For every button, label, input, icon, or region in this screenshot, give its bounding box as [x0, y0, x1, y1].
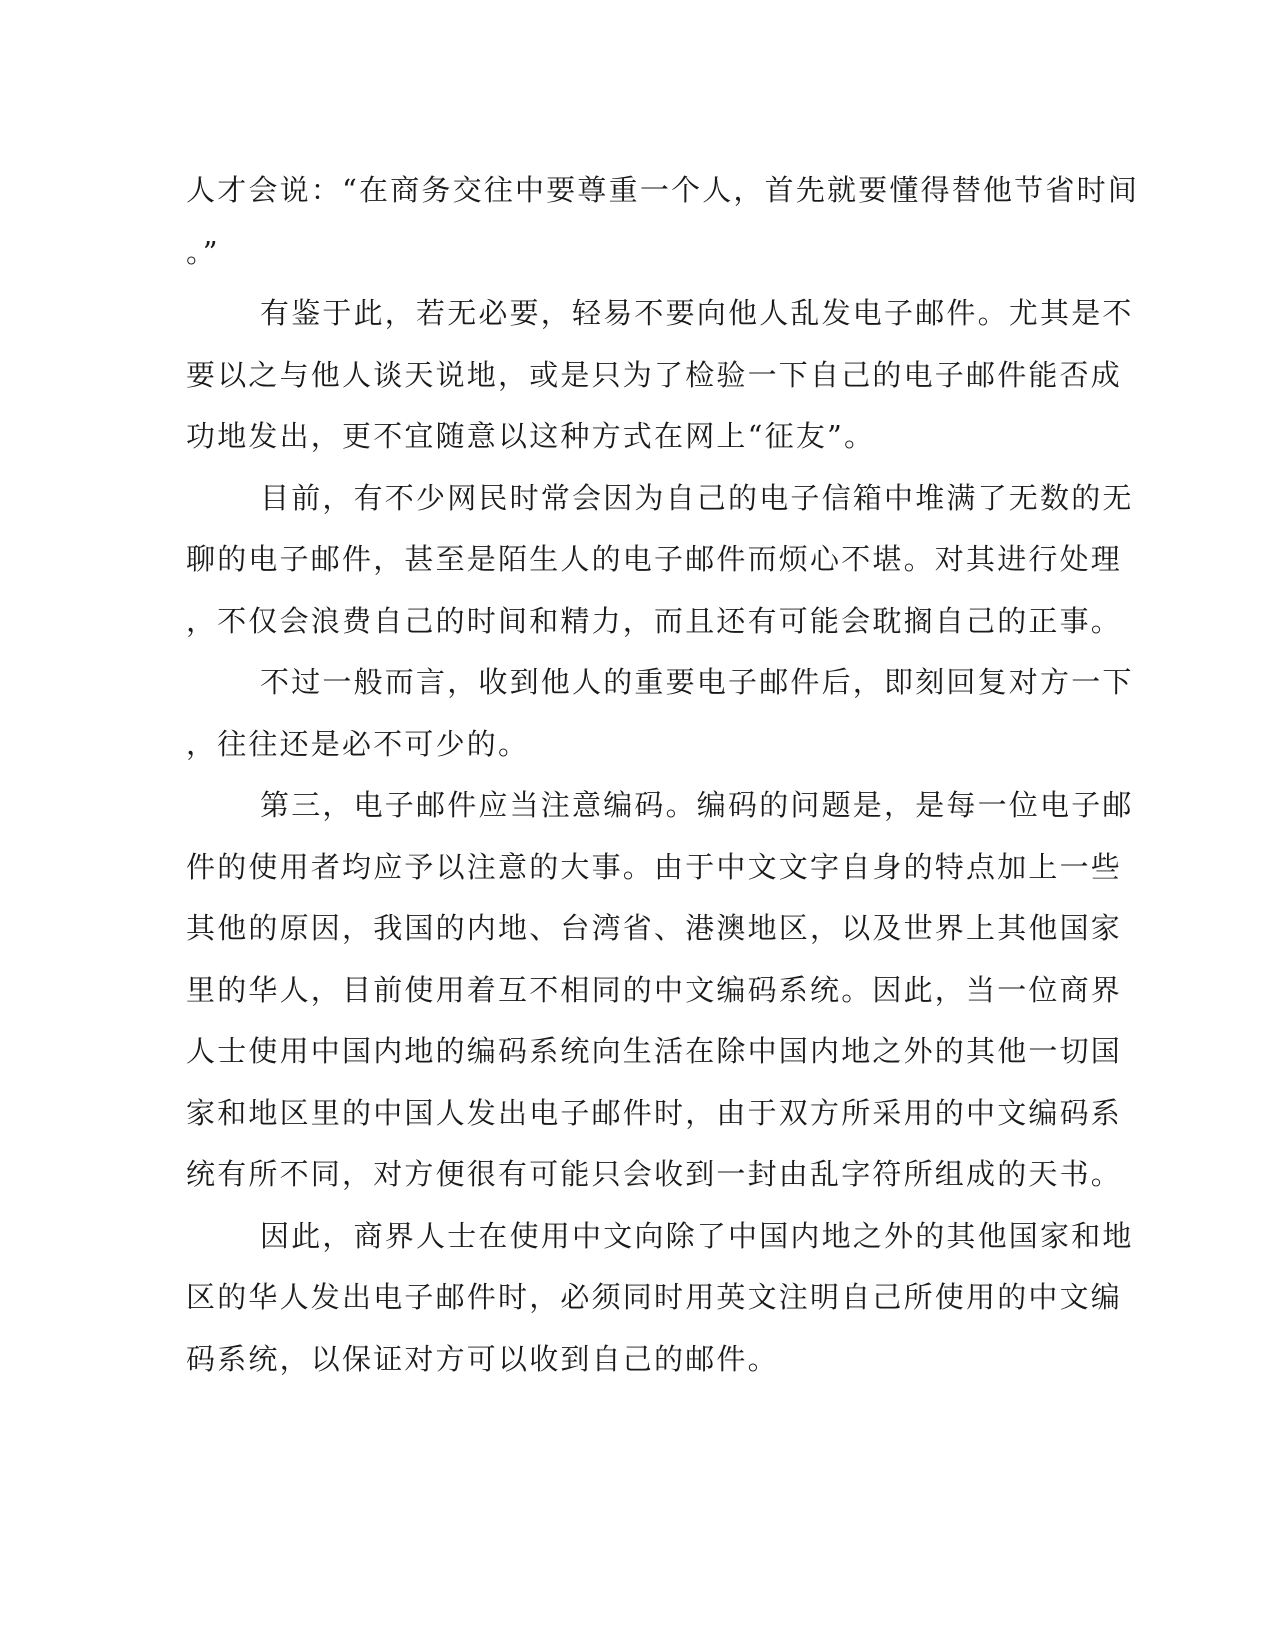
- text-line: 其他的原因，我国的内地、台湾省、港澳地区，以及世界上其他国家: [186, 911, 1123, 945]
- text-line: ，往往还是必不可少的。: [186, 726, 530, 761]
- text-line: 统有所不同，对方便很有可能只会收到一封由乱字符所组成的天书。: [186, 1157, 1123, 1191]
- text-line: 因此，商界人士在使用中文向除了中国内地之外的其他国家和地: [260, 1218, 1134, 1253]
- text-line: 要以之与他人谈天说地，或是只为了检验一下自己的电子邮件能否成: [186, 357, 1123, 392]
- text-line: 第三，电子邮件应当注意编码。编码的问题是，是每一位电子邮: [260, 788, 1134, 822]
- text-line: 不过一般而言，收到他人的重要电子邮件后，即刻回复对方一下: [260, 665, 1134, 699]
- text-line: 码系统，以保证对方可以收到自己的邮件。: [186, 1341, 779, 1376]
- body-text: [186, 160, 1140, 1390]
- text-line: 。”: [186, 234, 220, 269]
- text-line: 人才会说：“在商务交往中要尊重一个人，首先就要懂得替他节省时间: [186, 173, 1140, 207]
- text-line: 里的华人，目前使用着互不相同的中文编码系统。因此，当一位商界: [186, 972, 1123, 1007]
- text-line: 聊的电子邮件，甚至是陌生人的电子邮件而烦心不堪。对其进行处理: [186, 542, 1123, 576]
- text-line: 功地发出，更不宜随意以这种方式在网上“征友”。: [186, 419, 876, 453]
- text-line: 目前，有不少网民时常会因为自己的电子信箱中堆满了无数的无: [260, 480, 1134, 515]
- text-line: 区的华人发出电子邮件时，必须同时用英文注明自己所使用的中文编: [186, 1280, 1123, 1314]
- text-line: 人士使用中国内地的编码系统向生活在除中国内地之外的其他一切国: [186, 1034, 1123, 1068]
- text-line: 家和地区里的中国人发出电子邮件时，由于双方所采用的中文编码系: [186, 1095, 1123, 1130]
- text-line: 有鉴于此，若无必要，轻易不要向他人乱发电子邮件。尤其是不: [260, 296, 1134, 330]
- text-line: ，不仅会浪费自己的时间和精力，而且还有可能会耽搁自己的正事。: [186, 603, 1123, 638]
- text-line: 件的使用者均应予以注意的大事。由于中文文字自身的特点加上一些: [186, 849, 1123, 884]
